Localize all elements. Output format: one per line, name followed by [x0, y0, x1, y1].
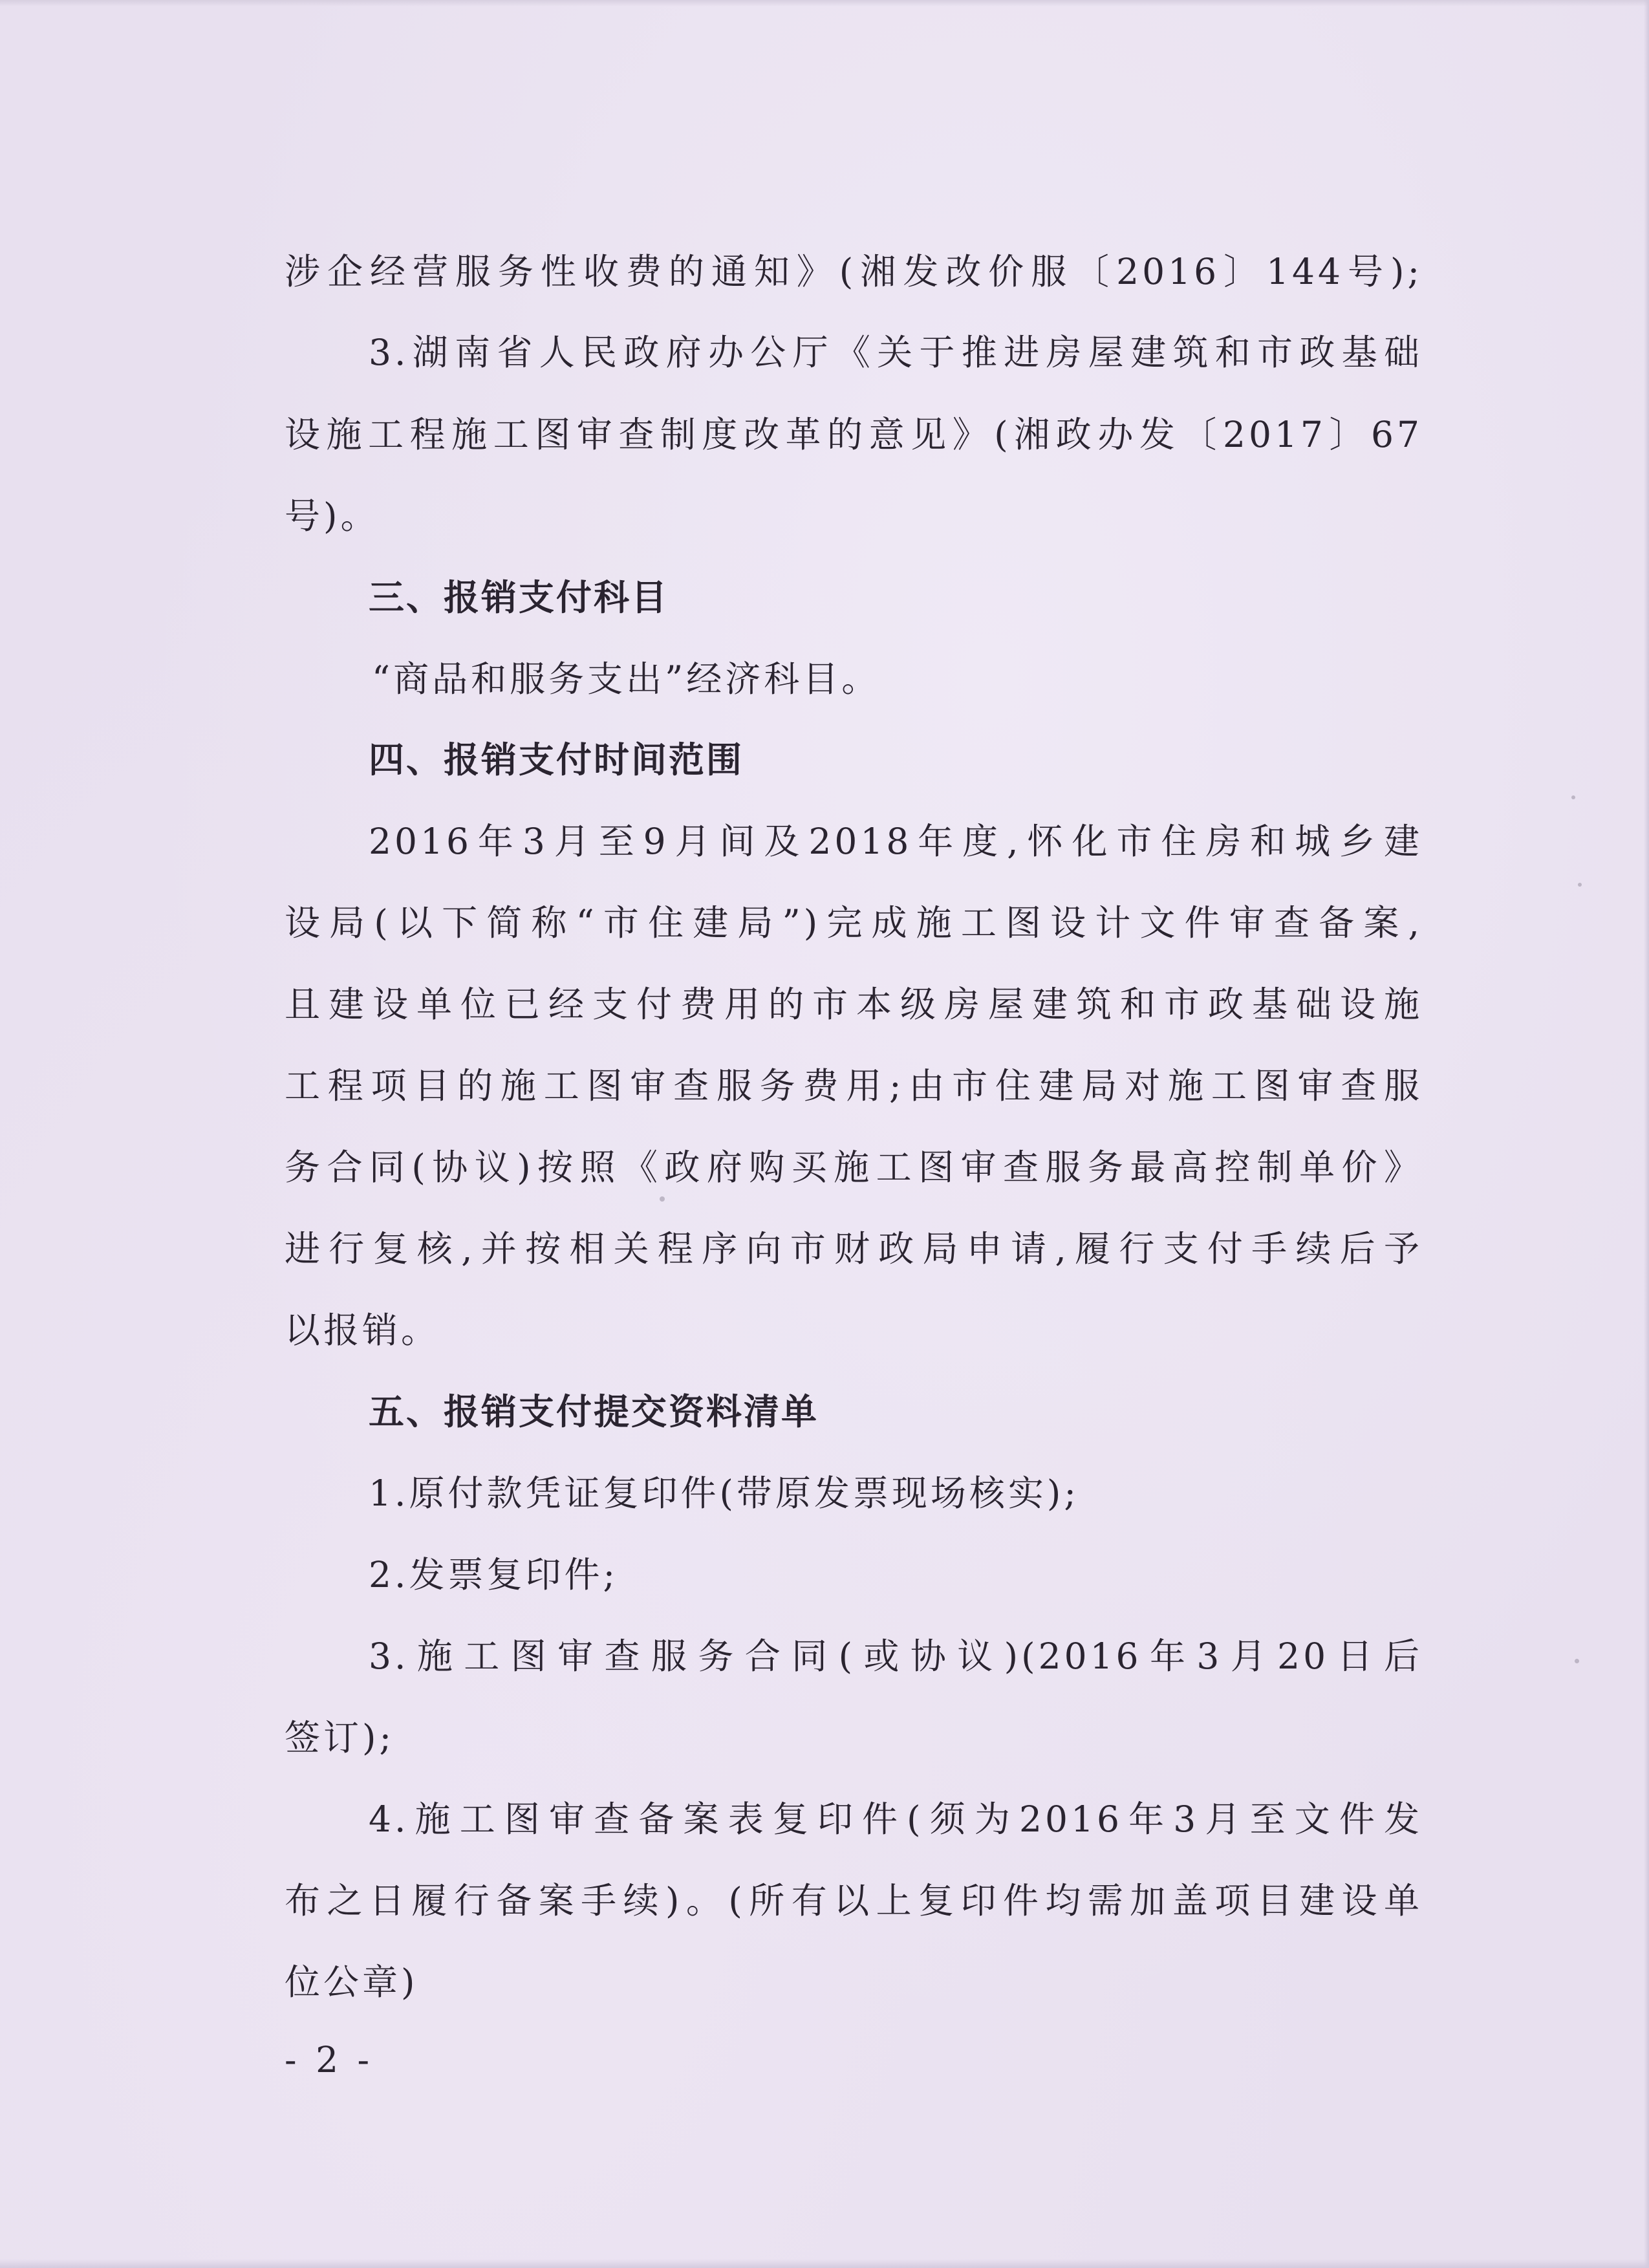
scan-speck	[1571, 795, 1575, 799]
list-item-3-third-line: 号)。	[285, 495, 380, 537]
list-item-4-line-1: 4.施工图审查备案表复印件(须为2016年3月至文件发	[369, 1798, 1423, 1840]
list-item-3-first-line: 3.湖南省人民政府办公厅《关于推进房屋建筑和市政基础	[369, 332, 1423, 373]
body-line-continuation: 涉企经营服务性收费的通知》(湘发改价服〔2016〕144号);	[285, 251, 1423, 292]
list-item-4-line-3: 位公章)	[285, 1961, 418, 2003]
scan-edge-bottom	[0, 2259, 1649, 2268]
list-item-3-line-2: 签订);	[285, 1717, 394, 1758]
section-3-body: “商品和服务支出”经济科目。	[372, 658, 881, 700]
list-item-1: 1.原付款凭证复印件(带原发票现场核实);	[369, 1473, 1079, 1514]
section-4-line-6: 进行复核,并按相关程序向市财政局申请,履行支付手续后予	[285, 1228, 1423, 1269]
section-4-line-1: 2016年3月至9月间及2018年度,怀化市住房和城乡建	[369, 821, 1423, 862]
scan-speck	[660, 1196, 665, 1202]
scan-edge-top	[0, 0, 1649, 6]
list-item-4-line-2: 布之日履行备案手续)。(所有以上复印件均需加盖项目建设单	[285, 1880, 1423, 1921]
list-item-3-second-line: 设施工程施工图审查制度改革的意见》(湘政办发〔2017〕67	[285, 414, 1423, 455]
section-heading-3: 三、报销支付科目	[369, 577, 669, 618]
page-number: - 2 -	[285, 2039, 374, 2080]
section-heading-5: 五、报销支付提交资料清单	[369, 1391, 819, 1432]
section-4-line-4: 工程项目的施工图审查服务费用;由市住建局对施工图审查服	[285, 1065, 1423, 1107]
section-4-line-5: 务合同(协议)按照《政府购买施工图审查服务最高控制单价》	[285, 1147, 1423, 1188]
section-4-line-2: 设局(以下简称“市住建局”)完成施工图设计文件审查备案,	[285, 902, 1423, 944]
section-4-line-3: 且建设单位已经支付费用的市本级房屋建筑和市政基础设施	[285, 984, 1423, 1025]
list-item-3-line-1: 3.施工图审查服务合同(或协议)(2016年3月20日后	[369, 1636, 1423, 1677]
scan-speck	[1575, 1659, 1579, 1663]
section-heading-4: 四、报销支付时间范围	[369, 739, 744, 781]
list-item-2: 2.发票复印件;	[369, 1554, 619, 1595]
scan-edge-right	[1644, 0, 1649, 2268]
section-4-line-7: 以报销。	[285, 1310, 440, 1351]
scan-speck	[1578, 883, 1582, 887]
